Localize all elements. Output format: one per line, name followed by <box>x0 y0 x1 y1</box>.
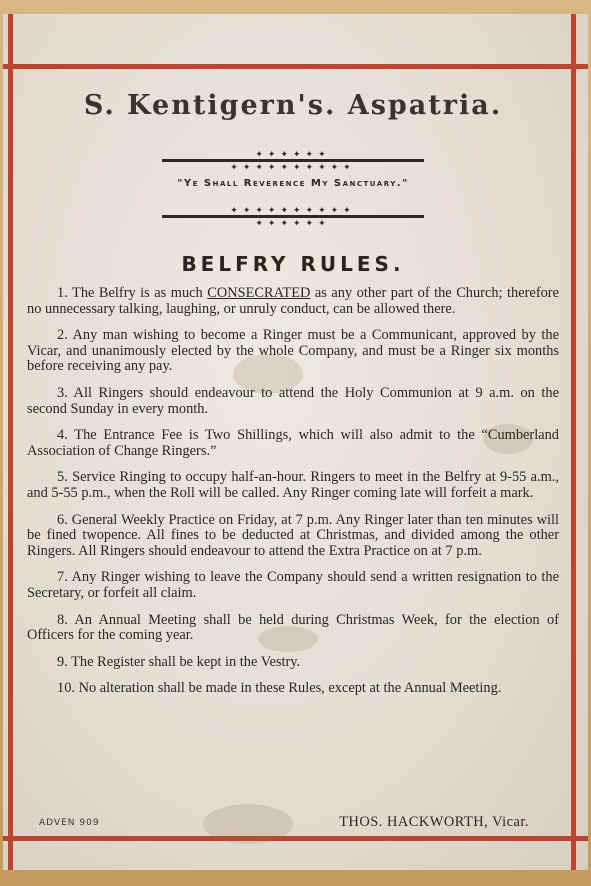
rule-text: An Annual Meeting shall be held during Christmas Week, for the election of Officers for the coming year. <box>27 611 559 644</box>
rule-item <box>27 328 559 375</box>
rule-text: Any man wishing to become a Ringer must be a Communicant, approved by the Vicar, and unanimously elected by the whole Company, and must be a Ringer six months before receiving any pay. <box>27 327 559 375</box>
belfry-rules-heading: BELFRY RULES. <box>181 252 405 276</box>
right-red-border <box>571 14 576 870</box>
rules-list <box>27 286 559 708</box>
rule-item <box>27 286 559 317</box>
rule-item <box>27 655 559 671</box>
left-red-border <box>8 14 13 870</box>
rule-number: 1. <box>57 285 68 301</box>
rule-number: 9. <box>57 653 68 670</box>
rule-text: Any Ringer wishing to leave the Company should send a written resignation to the Secretary, or forfeit all claim. <box>27 569 559 601</box>
rule-number: 3. <box>57 384 68 401</box>
ornament-dots-icon: ✦✦✦✦✦✦ <box>255 218 331 228</box>
rule-text: The Register shall be kept in the Vestry. <box>71 653 301 670</box>
vicar-signature: THOS. HACKWORTH, Vicar. <box>339 814 529 830</box>
printer-mark: ADVEN 909 <box>39 818 100 828</box>
notice-content <box>27 14 559 870</box>
rule-text: All Ringers should endeavour to attend the Holy Communion at 9 a.m. on the second Sunday in every month. <box>27 384 559 417</box>
rule-emphasis: CONSECRATED <box>207 285 311 301</box>
rule-item <box>27 386 559 417</box>
rule-text: The Entrance Fee is Two Shillings, which will also admit to the “Cumberland Association of Change Ringers.” <box>27 427 559 459</box>
ornament-dots-icon: ✦✦✦✦✦✦ <box>255 149 331 159</box>
rule-item <box>27 681 559 697</box>
rule-number: 8. <box>57 611 68 628</box>
rule-number: 4. <box>57 427 68 444</box>
rule-number: 6. <box>57 511 68 528</box>
rule-item <box>27 570 559 601</box>
notice-footer <box>27 814 559 834</box>
rule-item <box>27 428 559 459</box>
rule-number: 5. <box>57 469 68 486</box>
rule-item <box>27 470 559 501</box>
lower-ornament <box>27 205 559 228</box>
ornament-dots-icon: ✦✦✦✦✦✦✦✦✦✦ <box>230 205 356 215</box>
notice-paper <box>3 14 588 870</box>
rule-number: 7. <box>57 569 68 586</box>
ornament-dots-icon: ✦✦✦✦✦✦✦✦✦✦ <box>230 162 356 172</box>
rule-text: The Belfry is as much <box>72 285 208 301</box>
motto: "Ye Shall Reverence My Sanctuary." <box>177 178 409 189</box>
rule-number: 10. <box>57 680 75 697</box>
rule-item <box>27 613 559 644</box>
rule-text: Service Ringing to occupy half-an-hour. Ringers to meet in the Belfry at 9-55 a.m., and 5-55 p.m., when the Roll will be called. Any Ringer coming late will forfeit a mark. <box>27 469 559 501</box>
rule-text: General Weekly Practice on Friday, at 7 p.m. Any Ringer later than ten minutes will be fined twopence. All fines to be deducted at Christmas, and divided among the other Ringers. All Ringers should endeavour to attend the Extra Practice on at 7 p.m. <box>27 511 559 559</box>
upper-ornament <box>27 149 559 172</box>
rule-number: 2. <box>57 327 68 344</box>
church-title: S. Kentigern's. Aspatria. <box>83 90 503 121</box>
rule-text: as any other part of the Church; therefore no unnecessary talking, laughing, or unruly conduct, can be allowed there. <box>27 285 559 317</box>
rule-item <box>27 513 559 560</box>
rule-text: No alteration shall be made in these Rules, except at the Annual Meeting. <box>78 680 502 697</box>
